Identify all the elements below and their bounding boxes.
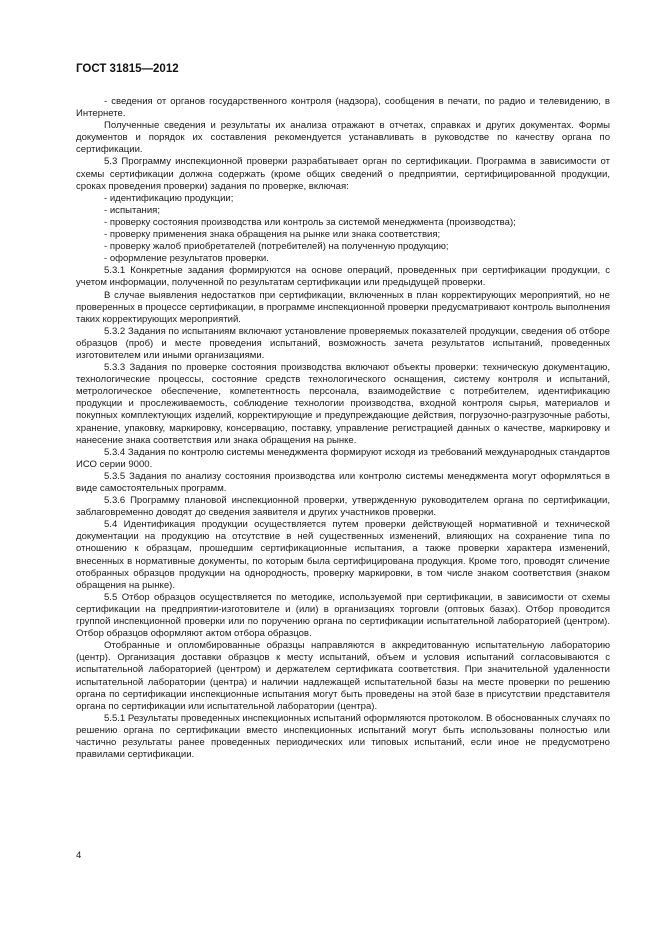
paragraph: 5.3.5 Задания по анализу состояния производства или контролю системы менеджмента могут оформляться в виде самостоятельных программ.	[76, 470, 610, 494]
paragraph: - идентификацию продукции;	[104, 192, 234, 204]
paragraph: - проверку жалоб приобретателей (потребителей) на полученную продукцию;	[104, 241, 449, 253]
paragraph: 5.3.4 Задания по контролю системы менеджмента формируют исходя из требований международных стандартов ИСО серии 9000.	[76, 446, 610, 470]
paragraph: - проверку применения знака обращения на рынке или знака соответствия;	[104, 229, 441, 241]
paragraph: 5.3.6 Программу плановой инспекционной проверки, утвержденную руководителем органа по сертификации, заблаговременно доводят до сведения заявителя и других участников проверки.	[76, 495, 610, 519]
paragraph: 5.3.1 Конкретные задания формируются на основе операций, проведенных при сертификации продукции, с учетом информации, полученной по результатам сертификации или предыдущей проверки.	[76, 265, 610, 289]
paragraph: - оформление результатов проверки.	[104, 253, 269, 265]
page-number: 4	[76, 850, 82, 861]
paragraph: 5.3.2 Задания по испытаниям включают установление проверяемых показателей продукции, сведения об отборе образцов (проб) и месте проведения испытаний, возможность зачета результатов испытаний, проведенных изготовителем или иными организациями.	[76, 325, 610, 361]
paragraph: 5.3 Программу инспекционной проверки разрабатывает орган по сертификации. Программа в зависимости от схемы сертификации должна содержать (кроме общих сведений о предприятии, сертифицированной продукции, сроках проведения проверки) задания по проверке, включая:	[76, 156, 610, 192]
document-body	[76, 96, 610, 761]
paragraph: Полученные сведения и результаты их анализа отражают в отчетах, справках и других документах. Формы документов и порядок их составления рекомендуется устанавливать в руководстве по качеству органа по сертификации.	[76, 120, 610, 156]
standard-header: ГОСТ 31815—2012	[76, 63, 179, 75]
paragraph: - сведения от органов государственного контроля (надзора), сообщения в печати, по радио и телевидению, в Интернете.	[76, 96, 610, 120]
paragraph: 5.3.3 Задания по проверке состояния производства включают объекты проверки: техническую документацию, технологические процессы, состояние средств технологического оснащения, систему контроля и испытаний, метрологическое обеспечение, компетентность персонала, взаимодействие с потребителем, идентификацию продукции и прослеживаемость, соблюдение технологии производства, входной контроля сырья, материалов и покупных комплектующих изделий, корректирующие и предупреждающие действия, погрузочно-разгрузочные работы, хранение, упаковку, маркировку, консервацию, поставку, управление регистрацией данных о качестве, маркировку и нанесение знака соответствия или знака обращения на рынке.	[76, 362, 610, 446]
paragraph: 5.4 Идентификация продукции осуществляется путем проверки действующей нормативной и технической документации на продукцию на отсутствие в ней существенных изменений, влияющих на сохранение типа по отношению к образцам, прошедшим сертификационные испытания, а также проверки характера изменений, внесенных в нормативные документы, по которым была сертифицирована продукция. Кроме того, проводят сличение отобранных образцов продукции на однородность, проверку маркировки, в том числе знаком соответствия (знаком обращения на рынке).	[76, 519, 610, 591]
paragraph: 5.5 Отбор образцов осуществляется по методике, используемой при сертификации, в зависимости от схемы сертификации на предприятии-изготовителе и (или) в организациях торговли (оптовых базах). Отбор проводится группой инспекционной проверки или по поручению органа по сертификации испытательной лабораторией (центром). Отбор образцов оформляют актом отбора образцов.	[76, 591, 610, 640]
paragraph: - испытания;	[104, 204, 160, 216]
paragraph: В случае выявления недостатков при сертификации, включенных в план корректирующих мероприятий, но не проверенных в процессе сертификации, в программе инспекционной проверки предусматривают контроль выполнения таких корректирующих мероприятий.	[76, 289, 610, 325]
paragraph: 5.5.1 Результаты проведенных инспекционных испытаний оформляются протоколом. В обоснованных случаях по решению органа по сертификации вместо инспекционных испытаний могут быть использованы полностью или частично результаты ранее проведенных периодических или типовых испытаний, если иное не предусмотрено правилами сертификации.	[76, 712, 610, 761]
paragraph: Отобранные и опломбированные образцы направляются в аккредитованную испытательную лабораторию (центр). Организация доставки образцов к месту испытаний, объем и условия испытаний согласовываются с испытательной лабораторией (центром) и держателем сертификата соответствия. При значительной удаленности испытательной лаборатории (центра) и наличии надлежащей испытательной базы на месте проверки по решению органа по сертификации инспекционные испытания могут быть проведены на этой базе в присутствии представителя органа по сертификации или испытательной лаборатории (центра).	[76, 640, 610, 712]
paragraph: - проверку состояния производства или контроль за системой менеджмента (производства);	[104, 216, 516, 228]
